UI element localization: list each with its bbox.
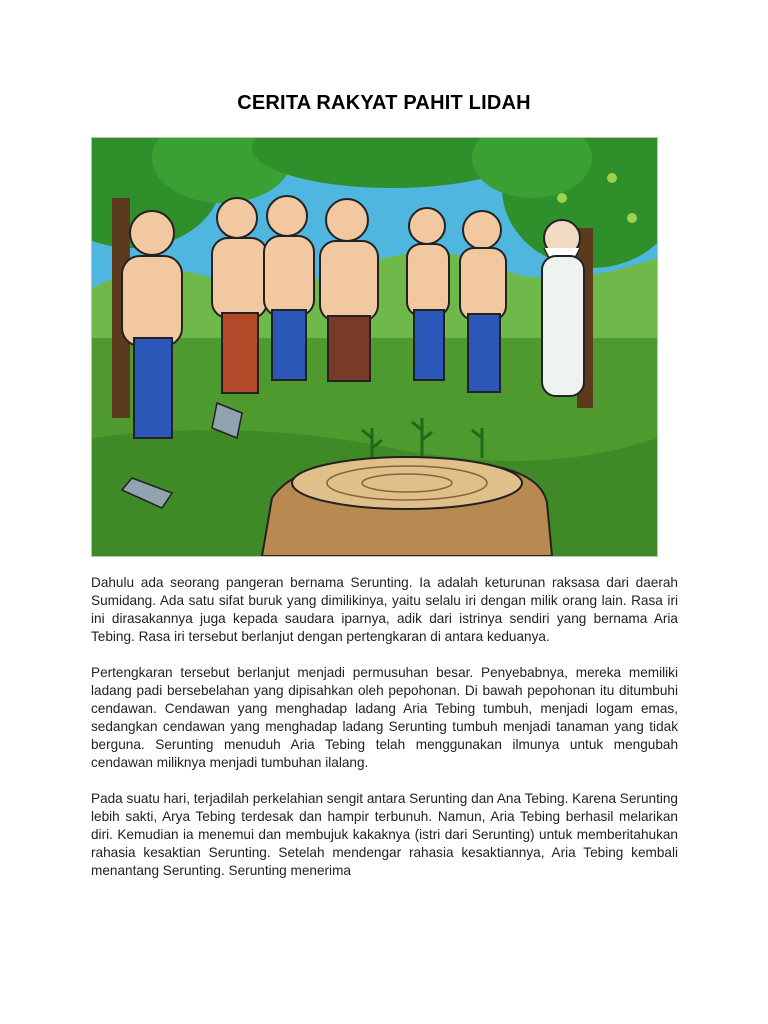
illustration-drawing: [92, 138, 657, 556]
paragraph: Pertengkaran tersebut berlanjut menjadi permusuhan besar. Penyebabnya, mereka memiliki ladang padi bersebelahan yang dipisahkan oleh pepohonan. Di bawah pepohonan itu ditumbuhi cendawan. Cendawan yang menghadap ladang Aria Tebing tumbuh, menjadi logam emas, sedangkan cendawan yang menghadap ladang Serunting tumbuh menjadi tanaman yang tidak berguna. Serunting menuduh Aria Tebing telah menggunakan ilmunya untuk mengubah cendawan miliknya menjadi tumbuhan ilalang.: [91, 665, 678, 770]
paragraph: Dahulu ada seorang pangeran bernama Serunting. Ia adalah keturunan raksasa dari daerah Sumidang. Ada satu sifat buruk yang dimilikinya, yaitu selalu iri dengan milik orang lain. Rasa iri ini dirasakannya juga kepada saudara iparnya, adik dari istrinya sendiri yang bernama Aria Tebing. Rasa iri tersebut berlanjut dengan pertengkaran di antara keduanya.: [91, 575, 678, 644]
story-illustration: [91, 137, 658, 557]
paragraph: Pada suatu hari, terjadilah perkelahian sengit antara Serunting dan Ana Tebing. Karena Serunting lebih sakti, Arya Tebing terdesak dan hampir terbunuh. Namun, Aria Tebing berhasil melarikan diri. Kemudian ia menemui dan membujuk kakaknya (istri dari Serunting) untuk memberitahukan rahasia kesaktian Serunting. Setelah mendengar rahasia kesaktiannya, Aria Tebing kembali menantang Serunting. Serunting menerima: [91, 791, 678, 878]
story-text: [91, 574, 678, 898]
figure-old-man: [542, 220, 584, 396]
tree-stump: [262, 457, 552, 556]
page-title: CERITA RAKYAT PAHIT LIDAH: [237, 92, 531, 114]
